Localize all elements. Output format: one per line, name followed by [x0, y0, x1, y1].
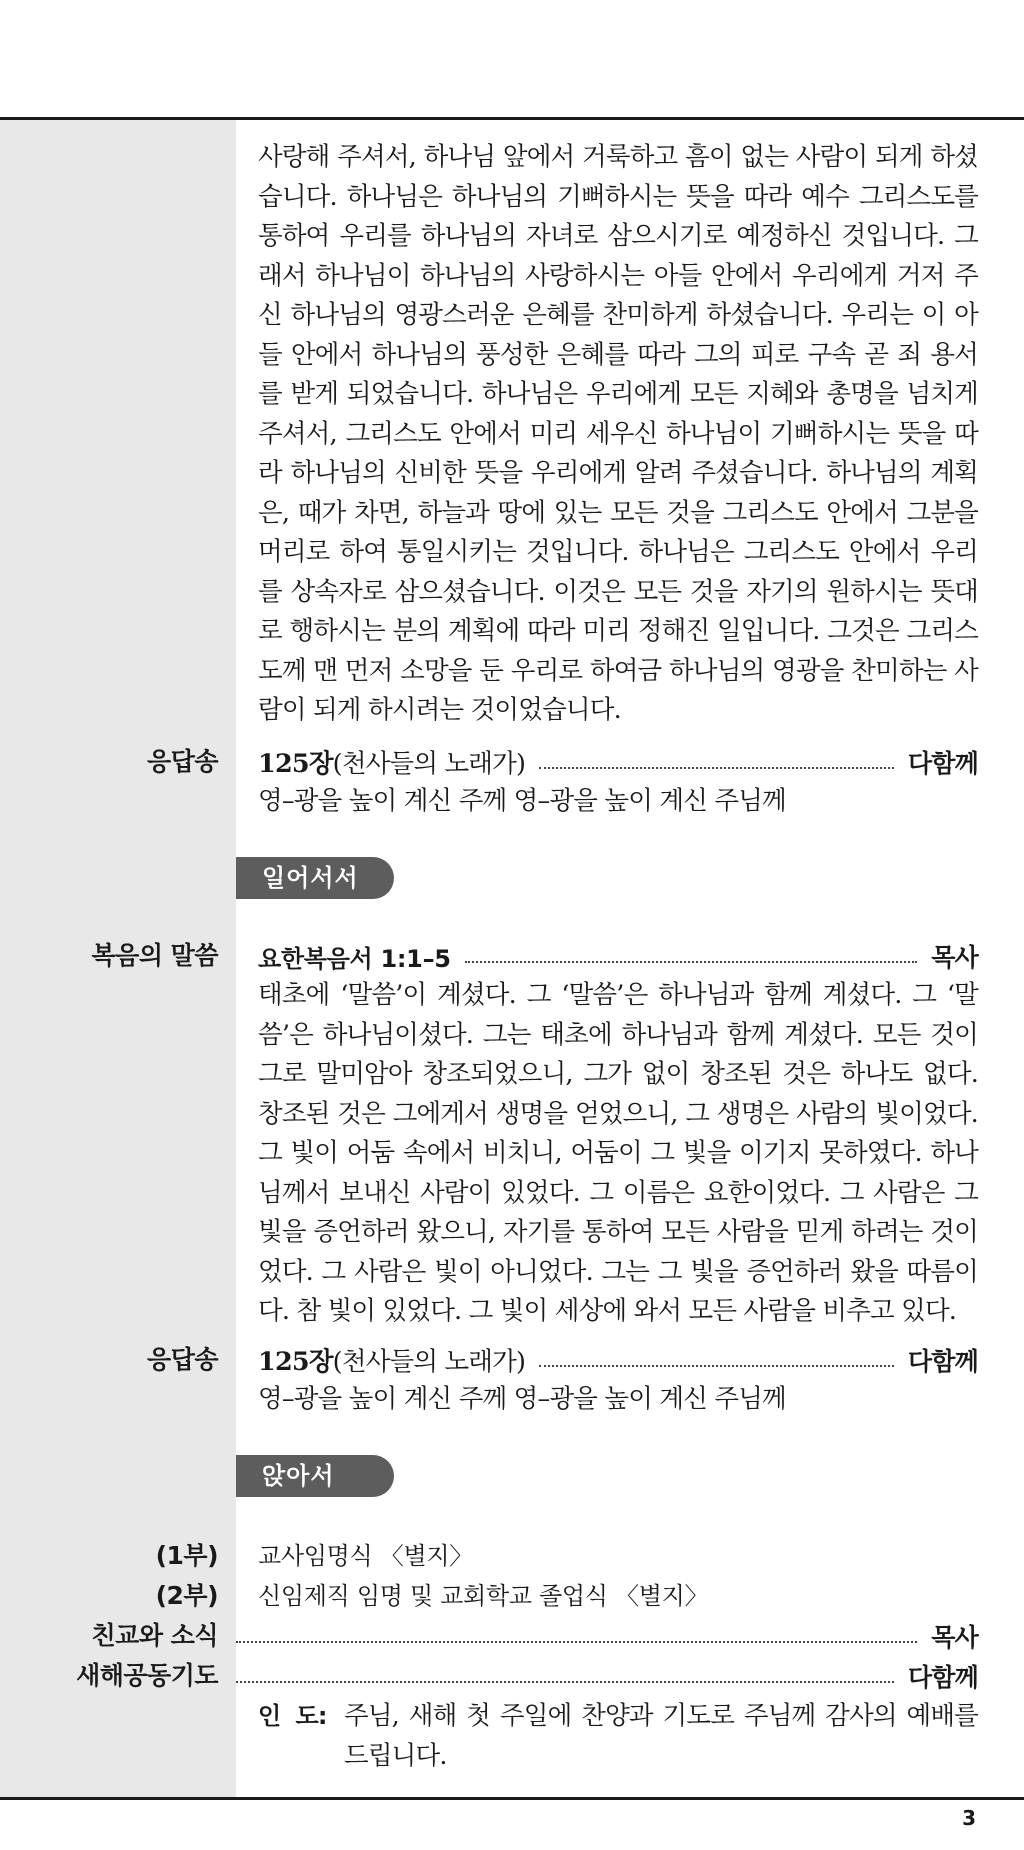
page-number: 3 [962, 1806, 976, 1830]
sit-badge: 앉아서 [236, 1455, 394, 1497]
news-label: 친교와 소식 [91, 1621, 218, 1650]
hymn-number: 125장 [258, 1347, 333, 1377]
response-song-row-2 [258, 1340, 978, 1380]
epistle-reading-text: 사랑해 주셔서, 하나님 앞에서 거룩하고 흠이 없는 사람이 되게 하셨습니다. 하나님은 하나님의 기뻐하시는 뜻을 따라 예수 그리스도를 통하여 우리를 하나님의 자녀로 삼으시기로 예정하신 것입니다. 그래서 하나님이 하나님의 사랑하시는 아들 안에서 우리에게 거저 주신 하나님의 영광스러운 은혜를 찬미하게 하셨습니다. 우리는 이 아들 안에서 하나님의 풍성한 은혜를 따라 그의 피로 구속 곧 죄 용서를 받게 되었습니다. 하나님은 우리에게 모든 지혜와 총명을 넘치게 주셔서, 그리스도 안에서 미리 세우신 하나님이 기뻐하시는 뜻을 따라 하나님의 신비한 뜻을 우리에게 알려 주셨습니다. 하나님의 계획은, 때가 차면, 하늘과 땅에 있는 모든 것을 그리스도 안에서 그분을 머리로 하여 통일시키는 것입니다. 하나님은 그리스도 안에서 우리를 상속자로 삼으셨습니다. 이것은 모든 것을 자기의 원하시는 뜻대로 행하시는 분의 계획에 따라 미리 정해진 일입니다. 그것은 그리스도께 맨 먼저 소망을 둔 우리로 하여금 하나님의 영광을 찬미하는 사람이 되게 하시려는 것이었습니다. [258, 142, 978, 725]
lead-text: 주님, 새해 첫 주일에 찬양과 기도로 주님께 감사의 예배를 드립니다. [344, 1701, 978, 1771]
hymn-title: (천사들의 노래가) [332, 1347, 526, 1377]
hymn-lyric-2: 영–광을 높이 계신 주께 영–광을 높이 계신 주님께 [258, 1384, 786, 1414]
leader-dots [539, 1365, 894, 1367]
leader-dots [236, 1681, 894, 1683]
part1-label: (1부) [155, 1541, 218, 1570]
leader-role: 다함께 [907, 1663, 978, 1692]
leader-dots [539, 767, 894, 769]
hymn-number: 125장 [258, 749, 333, 779]
stand-badge: 일어서서 [236, 857, 394, 899]
news-row [236, 1616, 978, 1656]
leader-dots [465, 961, 918, 963]
leader-role: 목사 [931, 1623, 978, 1652]
prayer-label: 새해공동기도 [76, 1661, 218, 1690]
prayer-row [236, 1656, 978, 1696]
response-song-label-2: 응답송 [147, 1345, 218, 1374]
part1-text: 교사임명식 〈별지〉 [258, 1542, 473, 1570]
part2-text: 신임제직 임명 및 교회학교 졸업식 〈별지〉 [258, 1582, 709, 1610]
leader-dots [236, 1641, 917, 1643]
response-song-label-1: 응답송 [147, 747, 218, 776]
leader-role: 목사 [931, 943, 978, 972]
gospel-reference: 요한복음서 1:1–5 [258, 944, 451, 973]
gospel-label: 복음의 말씀 [91, 941, 218, 970]
lead-label: 인 도: [258, 1702, 327, 1730]
leader-role: 다함께 [907, 749, 978, 778]
prayer-lead [258, 1696, 978, 1776]
bottom-rule [0, 1797, 1024, 1800]
gospel-reading-text: 태초에 ‘말씀’이 계셨다. 그 ‘말씀’은 하나님과 함께 계셨다. 그 ‘말씀’은 하나님이셨다. 그는 태초에 하나님과 함께 계셨다. 모든 것이 그로 말미암아 창조되었으니, 그가 없이 창조된 것은 하나도 없다. 창조된 것은 그에게서 생명을 얻었으니, 그 생명은 사람의 빛이었다. 그 빛이 어둠 속에서 비치니, 어둠이 그 빛을 이기지 못하였다. 하나님께서 보내신 사람이 있었다. 그 이름은 요한이었다. 그 사람은 그 빛을 증언하러 왔으니, 자기를 통하여 모든 사람을 믿게 하려는 것이었다. 그 사람은 빛이 아니었다. 그는 그 빛을 증언하러 왔을 따름이다. 참 빛이 있었다. 그 빛이 세상에 와서 모든 사람을 비추고 있다. [258, 980, 978, 1326]
response-song-row-1 [258, 742, 978, 782]
part2-label: (2부) [155, 1581, 218, 1610]
hymn-title: (천사들의 노래가) [332, 749, 526, 779]
hymn-lyric-1: 영–광을 높이 계신 주께 영–광을 높이 계신 주님께 [258, 786, 786, 816]
gospel-row [258, 936, 978, 976]
leader-role: 다함께 [907, 1347, 978, 1376]
